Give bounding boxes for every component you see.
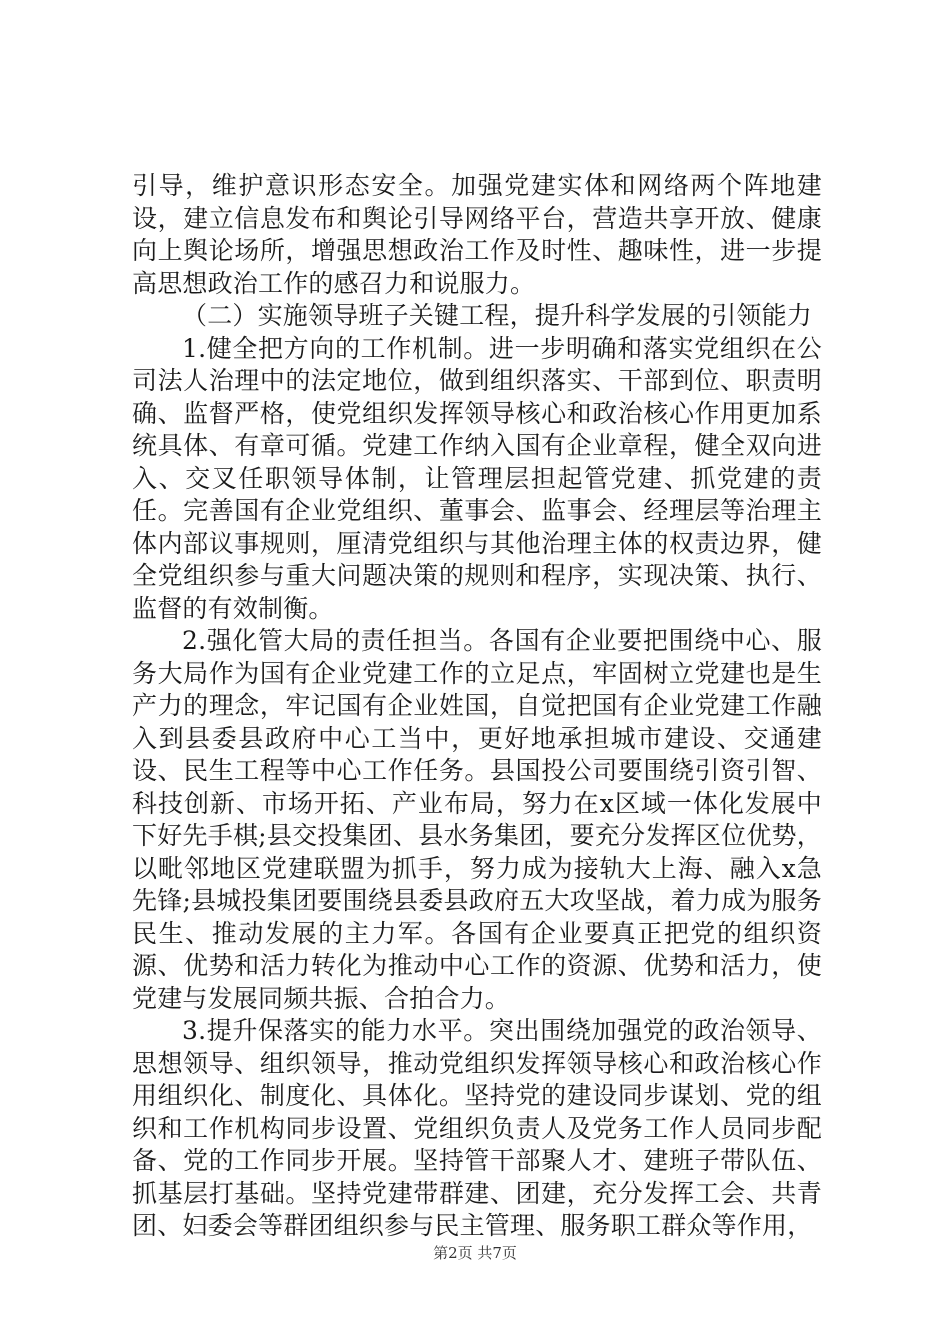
paragraph-item-2: 2.强化管大局的责任担当。各国有企业要把围绕中心、服务大局作为国有企业党建工作的立足点，牢固树立党建也是生产力的理念，牢记国有企业姓国，自觉把国有企业党建工作融入到县委县政府中心工当中，更好地承担城市建设、交通建设、民生工程等中心工作任务。县国投公司要围绕引资引智、科技创新、市场开拓、产业布局，努力在x区域一体化发展中下好先手棋;县交投集团、县水务集团，要充分发挥区位优势，以毗邻地区党建联盟为抓手，努力成为接轨大上海、融入x急先锋;县城投集团要围绕县委县政府五大攻坚战，着力成为服务民生、推动发展的主力军。各国有企业要真正把党的组织资源、优势和活力转化为推动中心工作的资源、优势和活力，使党建与发展同频共振、合拍合力。 bbox=[132, 626, 822, 1013]
page-footer: 第2页 共7页 bbox=[433, 1244, 517, 1262]
paragraph-intro: 引导，维护意识形态安全。加强党建实体和网络两个阵地建设，建立信息发布和舆论引导网络平台，营造共享开放、健康向上舆论场所，增强思想政治工作及时性、趣味性，进一步提高思想政治工作的感召力和说服力。 bbox=[132, 171, 822, 298]
section-heading: （二）实施领导班子关键工程，提升科学发展的引领能力 bbox=[182, 301, 813, 330]
paragraph-item-3: 3.提升保落实的能力水平。突出围绕加强党的政治领导、思想领导、组织领导，推动党组织发挥领导核心和政治核心作用组织化、制度化、具体化。坚持党的建设同步谋划、党的组织和工作机构同步设置、党组织负责人及党务工作人员同步配备、党的工作同步开展。坚持管干部聚人才、建班子带队伍、抓基层打基础。坚持党建带群建、团建，充分发挥工会、共青团、妇委会等群团组织参与民主管理、服务职工群众等作用， bbox=[132, 1016, 822, 1240]
paragraph-item-1: 1.健全把方向的工作机制。进一步明确和落实党组织在公司法人治理中的法定地位，做到组织落实、干部到位、职责明确、监督严格，使党组织发挥领导核心和政治核心作用更加系统具体、有章可循。党建工作纳入国有企业章程，健全双向进入、交叉任职领导体制，让管理层担起管党建、抓党建的责任。完善国有企业党组织、董事会、监事会、经理层等治理主体内部议事规则，厘清党组织与其他治理主体的权责边界，健全党组织参与重大问题决策的规则和程序，实现决策、执行、监督的有效制衡。 bbox=[132, 333, 822, 623]
document-body bbox=[132, 170, 822, 1243]
